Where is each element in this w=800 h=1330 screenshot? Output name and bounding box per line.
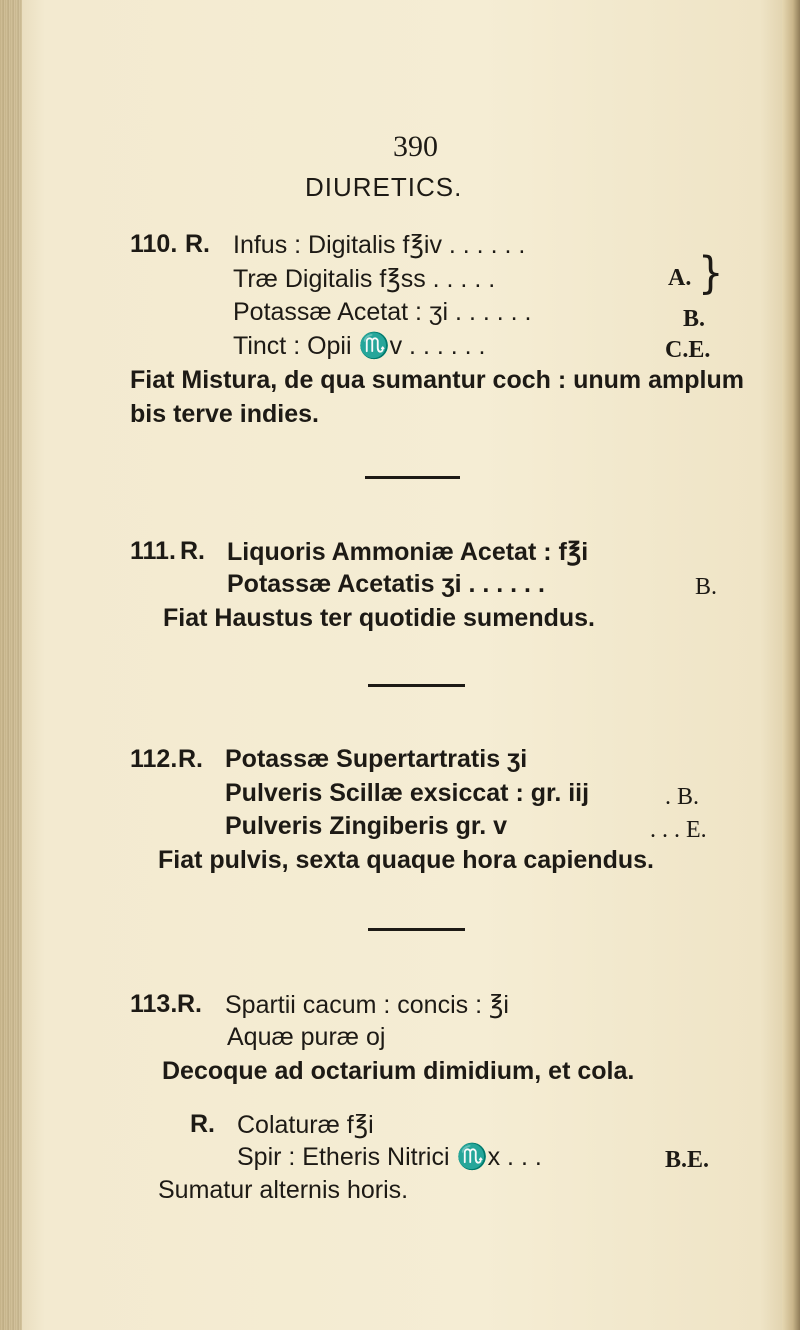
ingredient-line: Pulveris Zingiberis gr. v xyxy=(225,812,508,840)
attribution-mark: A. xyxy=(668,265,692,291)
ingredient-line: Pulveris Scillæ exsiccat : gr. iij xyxy=(225,779,590,807)
attribution-mark: . . . E. xyxy=(650,817,707,843)
recipe-symbol: R. xyxy=(185,230,210,258)
ingredient-line: Spir : Etheris Nitrici ♏x . . . xyxy=(237,1143,542,1171)
section-divider xyxy=(368,928,465,931)
ingredient-line: Træ Digitalis f℥ss . . . . . xyxy=(233,265,496,293)
directions-line: bis terve indies. xyxy=(130,400,319,428)
directions-line: Fiat pulvis, sexta quaque hora capiendus. xyxy=(158,846,654,874)
ingredient-line: Colaturæ f℥i xyxy=(237,1111,374,1139)
section-divider xyxy=(365,476,460,479)
attribution-mark: . B. xyxy=(665,784,700,810)
directions-line: Fiat Mistura, de qua sumantur coch : unum amplum xyxy=(130,366,744,394)
recipe-number: 112. xyxy=(130,745,178,773)
directions-line: Fiat Haustus ter quotidie sumendus. xyxy=(163,604,595,632)
page-number: 390 xyxy=(393,130,438,163)
ingredient-line: Aquæ puræ oj xyxy=(227,1023,386,1051)
directions-line: Decoque ad octarium dimidium, et cola. xyxy=(162,1057,635,1085)
ingredient-line: Spartii cacum : concis : ℥i xyxy=(225,991,509,1019)
ingredient-line: Tinct : Opii ♏v . . . . . . xyxy=(233,332,486,360)
attribution-mark: B.E. xyxy=(665,1147,710,1173)
brace-mark: } xyxy=(698,247,724,299)
ingredient-line: Potassæ Supertartratis ʒi xyxy=(225,745,528,773)
attribution-mark: B. xyxy=(683,306,706,332)
ingredient-line: Potassæ Acetat : ʒi . . . . . . xyxy=(233,298,532,326)
page-edge xyxy=(782,0,800,1330)
directions-line: Sumatur alternis horis. xyxy=(158,1176,409,1204)
ingredient-line: Potassæ Acetatis ʒi . . . . . . xyxy=(227,570,545,598)
recipe-number: 110. xyxy=(130,230,178,258)
recipe-symbol: R. xyxy=(178,745,203,773)
ingredient-line: Infus : Digitalis f℥iv . . . . . . xyxy=(233,231,526,259)
recipe-symbol: R. xyxy=(177,990,202,1018)
attribution-mark: C.E. xyxy=(665,337,711,363)
section-divider xyxy=(368,684,465,687)
recipe-number: 111. xyxy=(130,537,176,565)
recipe-symbol: R. xyxy=(190,1110,215,1138)
page-binding xyxy=(0,0,22,1330)
attribution-mark: B. xyxy=(695,574,718,600)
recipe-symbol: R. xyxy=(180,537,205,565)
ingredient-line: Liquoris Ammoniæ Acetat : f℥i xyxy=(227,538,589,566)
recipe-number: 113. xyxy=(130,990,178,1018)
page-title: DIURETICS. xyxy=(305,172,463,202)
